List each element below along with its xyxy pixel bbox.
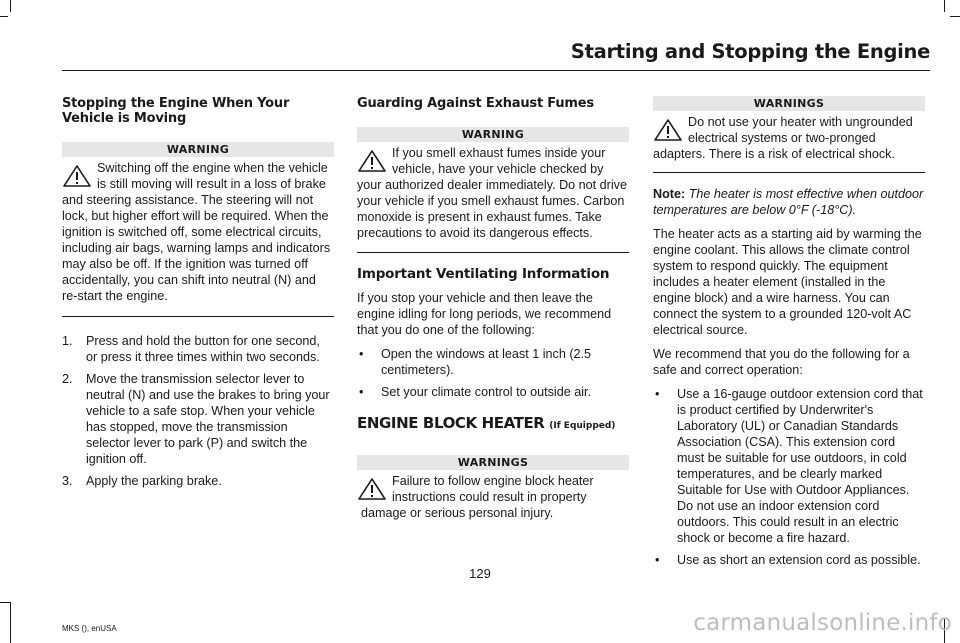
warning-triangle-icon (357, 477, 387, 501)
page-number: 129 (469, 566, 491, 581)
warning-block (357, 145, 629, 241)
paragraph: We recommend that you do the following for a safe and correct operation: (653, 347, 910, 377)
warning-block (62, 160, 334, 304)
list-item: • Use a 16-gauge outdoor extension cord that is product certified by Underwriter's Laboratory (UL) or Canadian Standards Association (CSA). This extension cord must be suitable for use outdoors, in cold temperatures, and be clearly marked Suitable for Use with Outdoor Appliances. Do not use an indoor extension cord outdoors. This could result in an electric shock or become a fire hazard. (655, 387, 923, 545)
steps-list (62, 333, 334, 489)
crop-mark (10, 0, 11, 12)
section-heading: Important Ventilating Information (357, 266, 610, 282)
paragraph: If you stop your vehicle and then leave the engine idling for long periods, we recommend that you do one of the following: (357, 291, 612, 337)
bullet-list (653, 386, 925, 568)
watermark: carmanualsonline.info (693, 610, 952, 636)
page-title: Starting and Stopping the Engine (570, 40, 930, 63)
list-item: 3. Apply the parking brake. (62, 474, 222, 488)
section-heading: Guarding Against Exhaust Fumes (357, 96, 594, 111)
divider (62, 316, 334, 317)
crop-mark (0, 602, 10, 603)
paragraph: The heater acts as a starting aid by warming the engine coolant. This allows the climate control system to respond quickly. The equipment includes a heater element (installed in the engine block) and a wire harness. You can connect the system to a grounded 120-volt AC electrical source. (653, 227, 922, 337)
warning-label: WARNINGS (357, 455, 629, 470)
section-heading-caps: ENGINE BLOCK HEATER (If Equipped) (357, 414, 616, 432)
column-right (653, 96, 925, 574)
list-item: 1. Press and hold the button for one second, or press it three times within two seconds. (62, 334, 320, 364)
warning-label: WARNINGS (653, 96, 925, 111)
list-item: 2. Move the transmission selector lever to neutral (N) and use the brakes to bring your vehicle to a safe stop. When your vehicle has stopped, move the transmission selector lever to park (P) and switch the ignition off. (62, 372, 330, 466)
warning-triangle-icon (653, 118, 683, 142)
header-divider (62, 70, 930, 71)
document-code: MKS (), enUSA (62, 624, 117, 633)
warning-triangle-icon (357, 149, 387, 173)
column-middle (357, 96, 629, 521)
warning-label: WARNING (357, 127, 629, 142)
warning-text: Switching off the engine when the vehicle is still moving will result in a loss of brake and steering assistance. The steering will not lock, but higher effort will be required. When the ignition is switched off, some electrical circuits, including air bags, warning lamps and indicators may also be off. If the ignition was turned off accidentally, you can shift into neutral (N) and re-start the engine. (62, 161, 331, 303)
bullet-list (357, 346, 629, 400)
warning-block (357, 473, 629, 521)
warning-text: Failure to follow engine block heater instructions could result in property damage or serious personal injury. (361, 474, 594, 520)
warning-triangle-icon (62, 164, 92, 188)
warning-label: WARNING (62, 142, 334, 157)
list-item: • Open the windows at least 1 inch (2.5 centimeters). (359, 347, 592, 377)
warning-text: If you smell exhaust fumes inside your vehicle, have your vehicle checked by your authorized dealer immediately. Do not drive your vehicle if you smell exhaust fumes. Carbon monoxide is present in exhaust fumes. Take precautions to avoid its dangerous effects. (357, 146, 627, 240)
warning-text: Do not use your heater with ungrounded electrical systems or two-pronged adapters. There is a risk of electrical shock. (653, 115, 913, 161)
crop-mark (944, 0, 945, 12)
crop-mark (0, 16, 8, 17)
divider (357, 252, 629, 253)
crop-mark (10, 602, 11, 643)
divider (653, 172, 925, 173)
column-left (62, 96, 334, 495)
list-item: • Set your climate control to outside air. (359, 385, 591, 399)
warning-block (653, 114, 925, 162)
note: Note: The heater is most effective when outdoor temperatures are below 0°F (-18°C). (653, 187, 924, 217)
section-heading: Stopping the Engine When Your Vehicle is Moving (62, 96, 290, 126)
crop-mark (950, 16, 960, 17)
list-item: • Use as short an extension cord as possible. (655, 553, 921, 567)
